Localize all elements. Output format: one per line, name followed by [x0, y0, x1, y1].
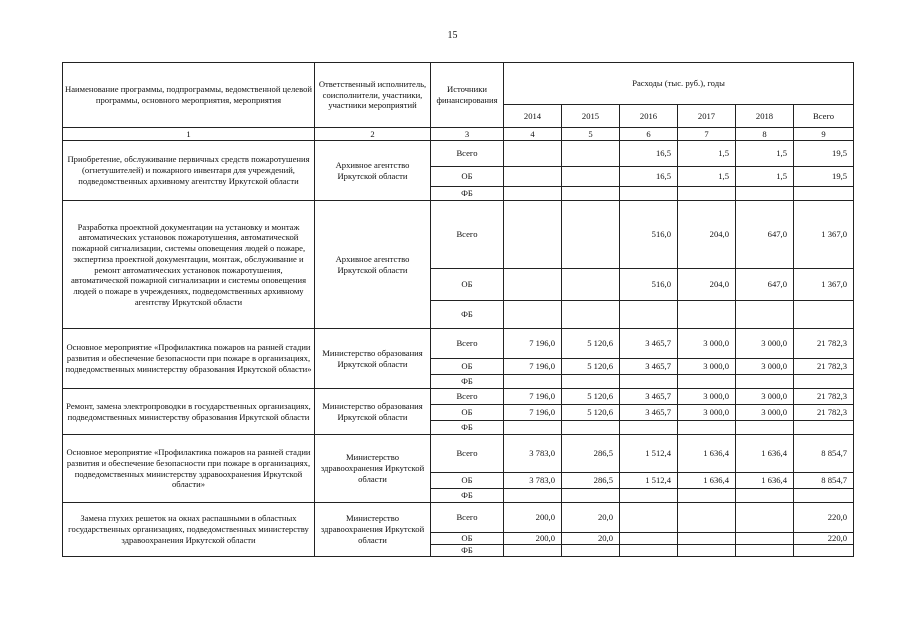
expense-value: [504, 375, 562, 389]
expense-value: 20,0: [562, 533, 620, 545]
table-row: [63, 329, 854, 359]
expense-value: 286,5: [562, 435, 620, 473]
expense-value: [736, 421, 794, 435]
column-number: 8: [736, 128, 794, 141]
page-number: 15: [447, 30, 458, 41]
expense-value: [736, 489, 794, 503]
expense-value: 7 196,0: [504, 359, 562, 375]
header-col1: Наименование программы, подпрограммы, ведомственной целевой программы, основного мероприятия, мероприятия: [63, 63, 315, 128]
expense-value: [504, 489, 562, 503]
expense-value: [504, 187, 562, 201]
expense-value: 8 854,7: [794, 473, 854, 489]
header-year: Всего: [794, 105, 854, 128]
expense-value: 19,5: [794, 141, 854, 167]
funding-source: Всего: [431, 201, 504, 269]
table-row: [63, 435, 854, 473]
funding-source: ФБ: [431, 545, 504, 557]
expense-value: 3 000,0: [678, 359, 736, 375]
expense-value: 1 636,4: [736, 473, 794, 489]
expense-value: [736, 533, 794, 545]
expense-value: 647,0: [736, 269, 794, 301]
funding-source: Всего: [431, 503, 504, 533]
column-number: 4: [504, 128, 562, 141]
header-year: 2017: [678, 105, 736, 128]
expense-value: 21 782,3: [794, 359, 854, 375]
expense-value: 516,0: [620, 201, 678, 269]
expense-value: [794, 375, 854, 389]
expense-value: 1,5: [678, 167, 736, 187]
expense-value: [736, 375, 794, 389]
activity-name: Разработка проектной документации на установку и монтаж автоматических установок пожаротушения, автоматической пожарной сигнализации, системы оповещения людей о пожаре, экспертиза проектной документации, монтаж, обслуживание и ремонт автоматических установок пожаротушения, автоматической пожарной сигнализации и системы оповещения людей о пожаре в учреждениях, подведомственных архивному агентству Иркутской области: [63, 201, 315, 329]
funding-source: Всего: [431, 329, 504, 359]
expense-value: [736, 503, 794, 533]
expense-value: 1 636,4: [736, 435, 794, 473]
expense-value: 16,5: [620, 167, 678, 187]
expense-value: [678, 421, 736, 435]
expense-value: 21 782,3: [794, 405, 854, 421]
table-row: [63, 503, 854, 533]
funding-source: Всего: [431, 435, 504, 473]
expense-value: 7 196,0: [504, 329, 562, 359]
expense-value: [620, 503, 678, 533]
expense-value: 3 465,7: [620, 329, 678, 359]
expense-value: 19,5: [794, 167, 854, 187]
executor: Министерство здравоохранения Иркутской области: [315, 435, 431, 503]
column-number: 6: [620, 128, 678, 141]
table-row: [63, 141, 854, 167]
expense-value: [620, 375, 678, 389]
expense-value: 1 367,0: [794, 201, 854, 269]
column-numbers-row: [63, 128, 854, 141]
expense-value: 7 196,0: [504, 405, 562, 421]
expense-value: 1 512,4: [620, 435, 678, 473]
activity-name: Ремонт, замена электропроводки в государственных организациях, подведомственных министерству образования Иркутской области: [63, 389, 315, 435]
expense-value: 1,5: [736, 167, 794, 187]
expense-value: [620, 187, 678, 201]
expense-value: 1 367,0: [794, 269, 854, 301]
column-number: 3: [431, 128, 504, 141]
activity-name: Замена глухих решеток на окнах распашными в областных государственных организациях, подведомственных министерству здравоохранения Иркутской области: [63, 503, 315, 557]
expense-value: [504, 421, 562, 435]
funding-source: ФБ: [431, 187, 504, 201]
expense-value: [678, 489, 736, 503]
expense-value: [736, 545, 794, 557]
expense-value: 3 000,0: [678, 329, 736, 359]
expense-value: [678, 375, 736, 389]
expense-value: 516,0: [620, 269, 678, 301]
expense-value: [620, 545, 678, 557]
funding-source: ФБ: [431, 375, 504, 389]
executor: Архивное агентство Иркутской области: [315, 141, 431, 201]
header-col3: Источники финансирования: [431, 63, 504, 128]
expense-value: [562, 187, 620, 201]
expense-value: 286,5: [562, 473, 620, 489]
expense-value: 20,0: [562, 503, 620, 533]
expense-value: [562, 141, 620, 167]
header-expenses: Расходы (тыс. руб.), годы: [504, 63, 854, 105]
expense-value: 204,0: [678, 269, 736, 301]
expense-value: [678, 301, 736, 329]
expense-value: 3 465,7: [620, 405, 678, 421]
expense-value: 3 783,0: [504, 435, 562, 473]
column-number: 1: [63, 128, 315, 141]
table-row: [63, 201, 854, 269]
expense-value: 7 196,0: [504, 389, 562, 405]
expense-value: [620, 533, 678, 545]
column-number: 5: [562, 128, 620, 141]
expense-value: [562, 269, 620, 301]
expense-value: 3 465,7: [620, 359, 678, 375]
expense-value: 200,0: [504, 533, 562, 545]
expense-value: 5 120,6: [562, 329, 620, 359]
expense-value: 3 000,0: [736, 405, 794, 421]
expense-value: [504, 201, 562, 269]
funding-source: ОБ: [431, 359, 504, 375]
expense-value: [794, 489, 854, 503]
expense-value: 3 783,0: [504, 473, 562, 489]
funding-source: ОБ: [431, 405, 504, 421]
expense-value: [736, 301, 794, 329]
expense-value: 5 120,6: [562, 359, 620, 375]
expense-value: [562, 375, 620, 389]
funding-source: Всего: [431, 141, 504, 167]
executor: Министерство образования Иркутской области: [315, 329, 431, 389]
funding-source: ОБ: [431, 473, 504, 489]
expense-value: 1,5: [736, 141, 794, 167]
expense-value: [678, 533, 736, 545]
expense-value: [678, 187, 736, 201]
expense-value: [620, 421, 678, 435]
expense-value: 8 854,7: [794, 435, 854, 473]
header-row: [63, 63, 854, 105]
expense-value: 21 782,3: [794, 389, 854, 405]
expense-value: [562, 301, 620, 329]
expense-value: 220,0: [794, 533, 854, 545]
expense-value: 1 636,4: [678, 473, 736, 489]
expense-value: [794, 301, 854, 329]
funding-source: ФБ: [431, 421, 504, 435]
expense-value: 220,0: [794, 503, 854, 533]
expense-value: 1,5: [678, 141, 736, 167]
expense-value: [794, 187, 854, 201]
expense-value: [504, 141, 562, 167]
expense-value: [562, 545, 620, 557]
expense-value: 3 000,0: [736, 359, 794, 375]
expense-value: [504, 269, 562, 301]
expense-value: 3 000,0: [736, 389, 794, 405]
expense-value: [562, 201, 620, 269]
expense-value: 3 000,0: [736, 329, 794, 359]
expense-value: [736, 187, 794, 201]
expense-value: [504, 545, 562, 557]
header-year: 2015: [562, 105, 620, 128]
expense-value: [794, 545, 854, 557]
expense-value: [562, 489, 620, 503]
expense-value: 5 120,6: [562, 389, 620, 405]
funding-source: ОБ: [431, 269, 504, 301]
expenses-table: [62, 62, 854, 557]
expense-value: 3 465,7: [620, 389, 678, 405]
executor: Архивное агентство Иркутской области: [315, 201, 431, 329]
header-year: 2016: [620, 105, 678, 128]
funding-source: ФБ: [431, 489, 504, 503]
activity-name: Основное мероприятие «Профилактика пожаров на ранней стадии развития и обеспечение безопасности при пожаре в организациях, подведомственных министерству образования Иркутской области»: [63, 329, 315, 389]
funding-source: ОБ: [431, 167, 504, 187]
table-row: [63, 389, 854, 405]
expense-value: 200,0: [504, 503, 562, 533]
funding-source: ФБ: [431, 301, 504, 329]
expense-value: [504, 167, 562, 187]
expense-value: [504, 301, 562, 329]
expense-value: 1 636,4: [678, 435, 736, 473]
expense-value: 1 512,4: [620, 473, 678, 489]
expense-value: 3 000,0: [678, 405, 736, 421]
executor: Министерство образования Иркутской области: [315, 389, 431, 435]
expense-value: 204,0: [678, 201, 736, 269]
header-col2: Ответственный исполнитель, соисполнители, участники, участники мероприятий: [315, 63, 431, 128]
expense-value: [678, 545, 736, 557]
expense-value: [620, 301, 678, 329]
expense-value: 5 120,6: [562, 405, 620, 421]
expense-value: 647,0: [736, 201, 794, 269]
expense-value: 21 782,3: [794, 329, 854, 359]
expense-value: [678, 503, 736, 533]
activity-name: Приобретение, обслуживание первичных средств пожаротушения (огнетушителей) и пожарного инвентаря для учреждений, подведомственных архивному агентству Иркутской области: [63, 141, 315, 201]
executor: Министерство здравоохранения Иркутской области: [315, 503, 431, 557]
header-year: 2018: [736, 105, 794, 128]
column-number: 9: [794, 128, 854, 141]
expense-value: [562, 167, 620, 187]
activity-name: Основное мероприятие «Профилактика пожаров на ранней стадии развития и обеспечение безопасности при пожаре в организациях, подведомственных министерству здравоохранения Иркутской области»: [63, 435, 315, 503]
column-number: 7: [678, 128, 736, 141]
funding-source: ОБ: [431, 533, 504, 545]
column-number: 2: [315, 128, 431, 141]
funding-source: Всего: [431, 389, 504, 405]
expense-value: 3 000,0: [678, 389, 736, 405]
expense-value: [562, 421, 620, 435]
expense-value: 16,5: [620, 141, 678, 167]
header-year: 2014: [504, 105, 562, 128]
expense-value: [620, 489, 678, 503]
expense-value: [794, 421, 854, 435]
